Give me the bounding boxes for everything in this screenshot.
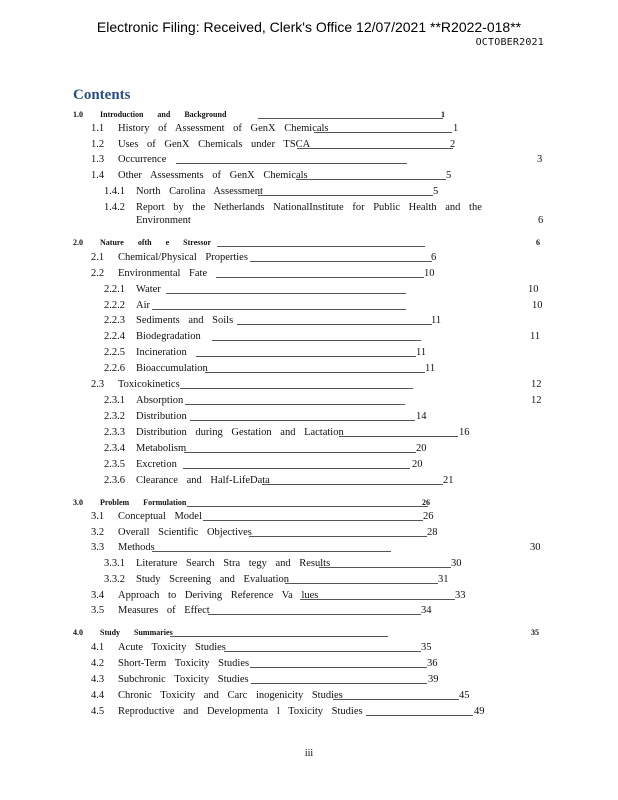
dot-leader [187,496,428,507]
toc-label: Incineration [136,347,187,358]
toc-page-number: 10 [424,268,435,279]
toc-page-number: 11 [530,331,541,342]
toc-entry[interactable] [0,314,618,328]
toc-number: 1.4 [91,170,105,181]
toc-number: 3.3.1 [104,558,125,569]
toc-label: Approach to Deriving Reference Va lues [118,590,319,601]
toc-number: 2.2.5 [104,347,125,358]
toc-label: Study Screening and Evaluation [136,574,290,585]
toc-number: 2.3.6 [104,475,125,486]
toc-entry[interactable] [0,657,618,671]
toc-number: 2.3.2 [104,411,125,422]
toc-entry[interactable] [0,201,618,226]
toc-label: Subchronic Toxicity Studies [118,674,249,685]
toc-entry[interactable] [0,299,618,313]
toc-number: 4.2 [91,658,105,669]
toc-entry[interactable] [0,251,618,265]
toc-label: History of Assessment of GenX Chemicals [118,123,329,134]
dot-leader [237,314,432,325]
toc-page-number: 3 [537,154,543,165]
toc-page-number: 1 [441,110,445,119]
toc-number: 2.2.2 [104,300,125,311]
toc-label: Overall Scientific Objectives [118,527,252,538]
toc-label: Problem Formulation [100,498,187,507]
toc-entry[interactable] [0,410,618,424]
toc-page-number: 6 [536,238,540,247]
toc-page-number: 11 [431,315,442,326]
toc-number: 2.1 [91,252,105,263]
dot-leader [180,378,413,389]
dot-leader [208,604,421,615]
dot-leader [262,474,443,485]
dot-leader [224,641,421,652]
toc-entry[interactable] [0,496,618,510]
toc-page-number: 30 [451,558,462,569]
dot-leader [212,330,421,341]
toc-entry[interactable] [0,705,618,719]
toc-label: Reproductive and Developmenta l Toxicity Studies [118,706,363,717]
toc-entry[interactable] [0,330,618,344]
dot-leader [297,138,453,149]
toc-label: Water [136,284,161,295]
toc-page-number: 14 [416,411,427,422]
toc-number: 3.5 [91,605,105,616]
page-title: Contents [73,87,131,103]
toc-label: Other Assessments of GenX Chemicals [118,170,308,181]
toc-label: Acute Toxicity Studies [118,642,226,653]
toc-page-number: 10 [532,300,543,311]
toc-number: 1.2 [91,139,105,150]
toc-entry[interactable] [0,378,618,392]
toc-label: Short-Term Toxicity Studies [118,658,250,669]
toc-page-number: 20 [412,459,423,470]
toc-entry[interactable] [0,442,618,456]
filing-header: Electronic Filing: Received, Clerk's Office 12/07/2021 **R2022-018** [96,19,522,35]
toc-entry[interactable] [0,510,618,524]
dot-leader [185,394,405,405]
toc-number: 4.5 [91,706,105,717]
toc-label: Biodegradation [136,331,201,342]
dot-leader [258,108,443,119]
header-date: OCTOBER2021 [475,37,544,48]
toc-page-number: 12 [531,395,542,406]
toc-entry[interactable] [0,458,618,472]
toc-number: 2.2.1 [104,284,125,295]
toc-number: 4.1 [91,642,105,653]
toc-label: Air [136,300,150,311]
dot-leader [183,458,410,469]
dot-leader [176,153,407,164]
toc-number: 1.3 [91,154,105,165]
toc-page-number: 20 [416,443,427,454]
toc-page-number: 21 [443,475,454,486]
dot-leader [258,185,433,196]
toc-number: 3.2 [91,527,105,538]
toc-number: 2.3.1 [104,395,125,406]
toc-page-number: 16 [459,427,470,438]
toc-page-number: 36 [427,658,438,669]
toc-number: 2.3.4 [104,443,125,454]
toc-page-number: 45 [459,690,470,701]
dot-leader [216,267,424,278]
toc-entry[interactable] [0,362,618,376]
toc-number: 4.4 [91,690,105,701]
dot-leader [217,236,425,247]
toc-page-number: 26 [422,498,430,507]
dot-leader [166,283,406,294]
toc-number: 1.0 [73,110,83,119]
toc-page-number: 6 [538,215,544,226]
toc-entry[interactable] [0,108,618,122]
toc-entry[interactable] [0,283,618,297]
toc-entry[interactable] [0,122,618,136]
toc-label: Introduction and Background [100,110,227,119]
toc-page-number: 30 [530,542,541,553]
dot-leader [203,510,423,521]
toc-label: Chemical/Physical Properties [118,252,248,263]
toc-number: 3.4 [91,590,105,601]
toc-entry[interactable] [0,626,618,640]
dot-leader [250,657,427,668]
toc-entry[interactable] [0,673,618,687]
toc-page-number: 5 [433,186,439,197]
toc-entry[interactable] [0,138,618,152]
dot-leader [152,299,406,310]
toc-page-number: 34 [421,605,432,616]
toc-page-number: 6 [431,252,437,263]
toc-number: 3.3 [91,542,105,553]
toc-number: 2.2.4 [104,331,125,342]
dot-leader [196,346,416,357]
toc-label: Chronic Toxicity and Carc inogenicity Studies [118,690,343,701]
dot-leader [249,526,427,537]
toc-label: Excretion [136,459,177,470]
toc-entry[interactable] [0,526,618,540]
dot-leader [205,362,425,373]
toc-number: 2.3.5 [104,459,125,470]
dot-leader [314,122,452,133]
toc-page-number: 35 [531,628,539,637]
toc-entry[interactable] [0,394,618,408]
toc-label: Nature ofth e Stressor [100,238,212,247]
toc-entry[interactable] [0,346,618,360]
toc-page-number: 10 [528,284,539,295]
dot-leader [333,689,459,700]
dot-leader [190,410,415,421]
toc-entry[interactable] [0,641,618,655]
toc-number: 3.0 [73,498,83,507]
toc-page-number: 49 [474,706,485,717]
toc-number: 3.1 [91,511,105,522]
toc-label: Toxicokinetics [118,379,180,390]
toc-entry[interactable] [0,426,618,440]
dot-leader [319,557,451,568]
toc-entry[interactable] [0,153,618,167]
toc-entry[interactable] [0,557,618,571]
toc-label: Metabolism [136,443,187,454]
toc-number: 2.2.3 [104,315,125,326]
toc-entry[interactable] [0,604,618,618]
toc-page-number: 11 [416,347,427,358]
dot-leader [170,626,388,637]
dot-leader [285,573,438,584]
toc-label: Report by the Netherlands NationalInstitute for Public Health and the [136,202,482,213]
toc-number: 1.1 [91,123,105,134]
toc-number: 2.0 [73,238,83,247]
toc-entry[interactable] [0,589,618,603]
toc-label: Absorption [136,395,184,406]
toc-label: Distribution during Gestation and Lactation [136,427,344,438]
toc-page-number: 31 [438,574,449,585]
toc-number: 2.3 [91,379,105,390]
toc-page-number: 26 [423,511,434,522]
toc-number: 3.3.2 [104,574,125,585]
dot-leader [339,426,458,437]
toc-number: 1.4.2 [104,202,125,213]
toc-label: Study Summaries [100,628,173,637]
toc-entry[interactable] [0,169,618,183]
toc-label: Clearance and Half-LifeData [136,475,270,486]
toc-entry[interactable] [0,185,618,199]
toc-entry[interactable] [0,474,618,488]
dot-leader [296,169,446,180]
toc-number: 2.2.6 [104,363,125,374]
toc-page-number: 28 [427,527,438,538]
toc-page-number: 35 [421,642,432,653]
toc-label: Distribution [136,411,187,422]
page-number: iii [304,748,314,759]
toc-page-number: 39 [428,674,439,685]
toc-entry[interactable] [0,573,618,587]
toc-entry[interactable] [0,689,618,703]
toc-label: Occurrence [118,154,167,165]
toc-label: Literature Search Stra tegy and Results [136,558,331,569]
toc-number: 2.2 [91,268,105,279]
dot-leader [366,705,473,716]
toc-label: Uses of GenX Chemicals under TSCA [118,139,311,150]
toc-label-continued: Environment [136,215,191,226]
toc-entry[interactable] [0,236,618,250]
toc-label: Conceptual Model [118,511,202,522]
toc-page-number: 2 [450,139,456,150]
toc-page-number: 12 [531,379,542,390]
toc-page-number: 33 [455,590,466,601]
toc-label: Bioaccumulation [136,363,208,374]
toc-label: Environmental Fate [118,268,208,279]
toc-entry[interactable] [0,541,618,555]
toc-number: 2.3.3 [104,427,125,438]
toc-page-number: 1 [453,123,459,134]
toc-label: Measures of Effect [118,605,210,616]
dot-leader [300,589,455,600]
toc-number: 4.0 [73,628,83,637]
toc-label: North Carolina Assessment [136,186,263,197]
dot-leader [250,251,432,262]
dot-leader [152,541,391,552]
toc-page-number: 5 [446,170,452,181]
dot-leader [251,673,427,684]
toc-entry[interactable] [0,267,618,281]
toc-label: Methods [118,542,155,553]
toc-number: 4.3 [91,674,105,685]
toc-page-number: 11 [425,363,436,374]
toc-label: Sediments and Soils [136,315,234,326]
dot-leader [184,442,416,453]
toc-number: 1.4.1 [104,186,125,197]
